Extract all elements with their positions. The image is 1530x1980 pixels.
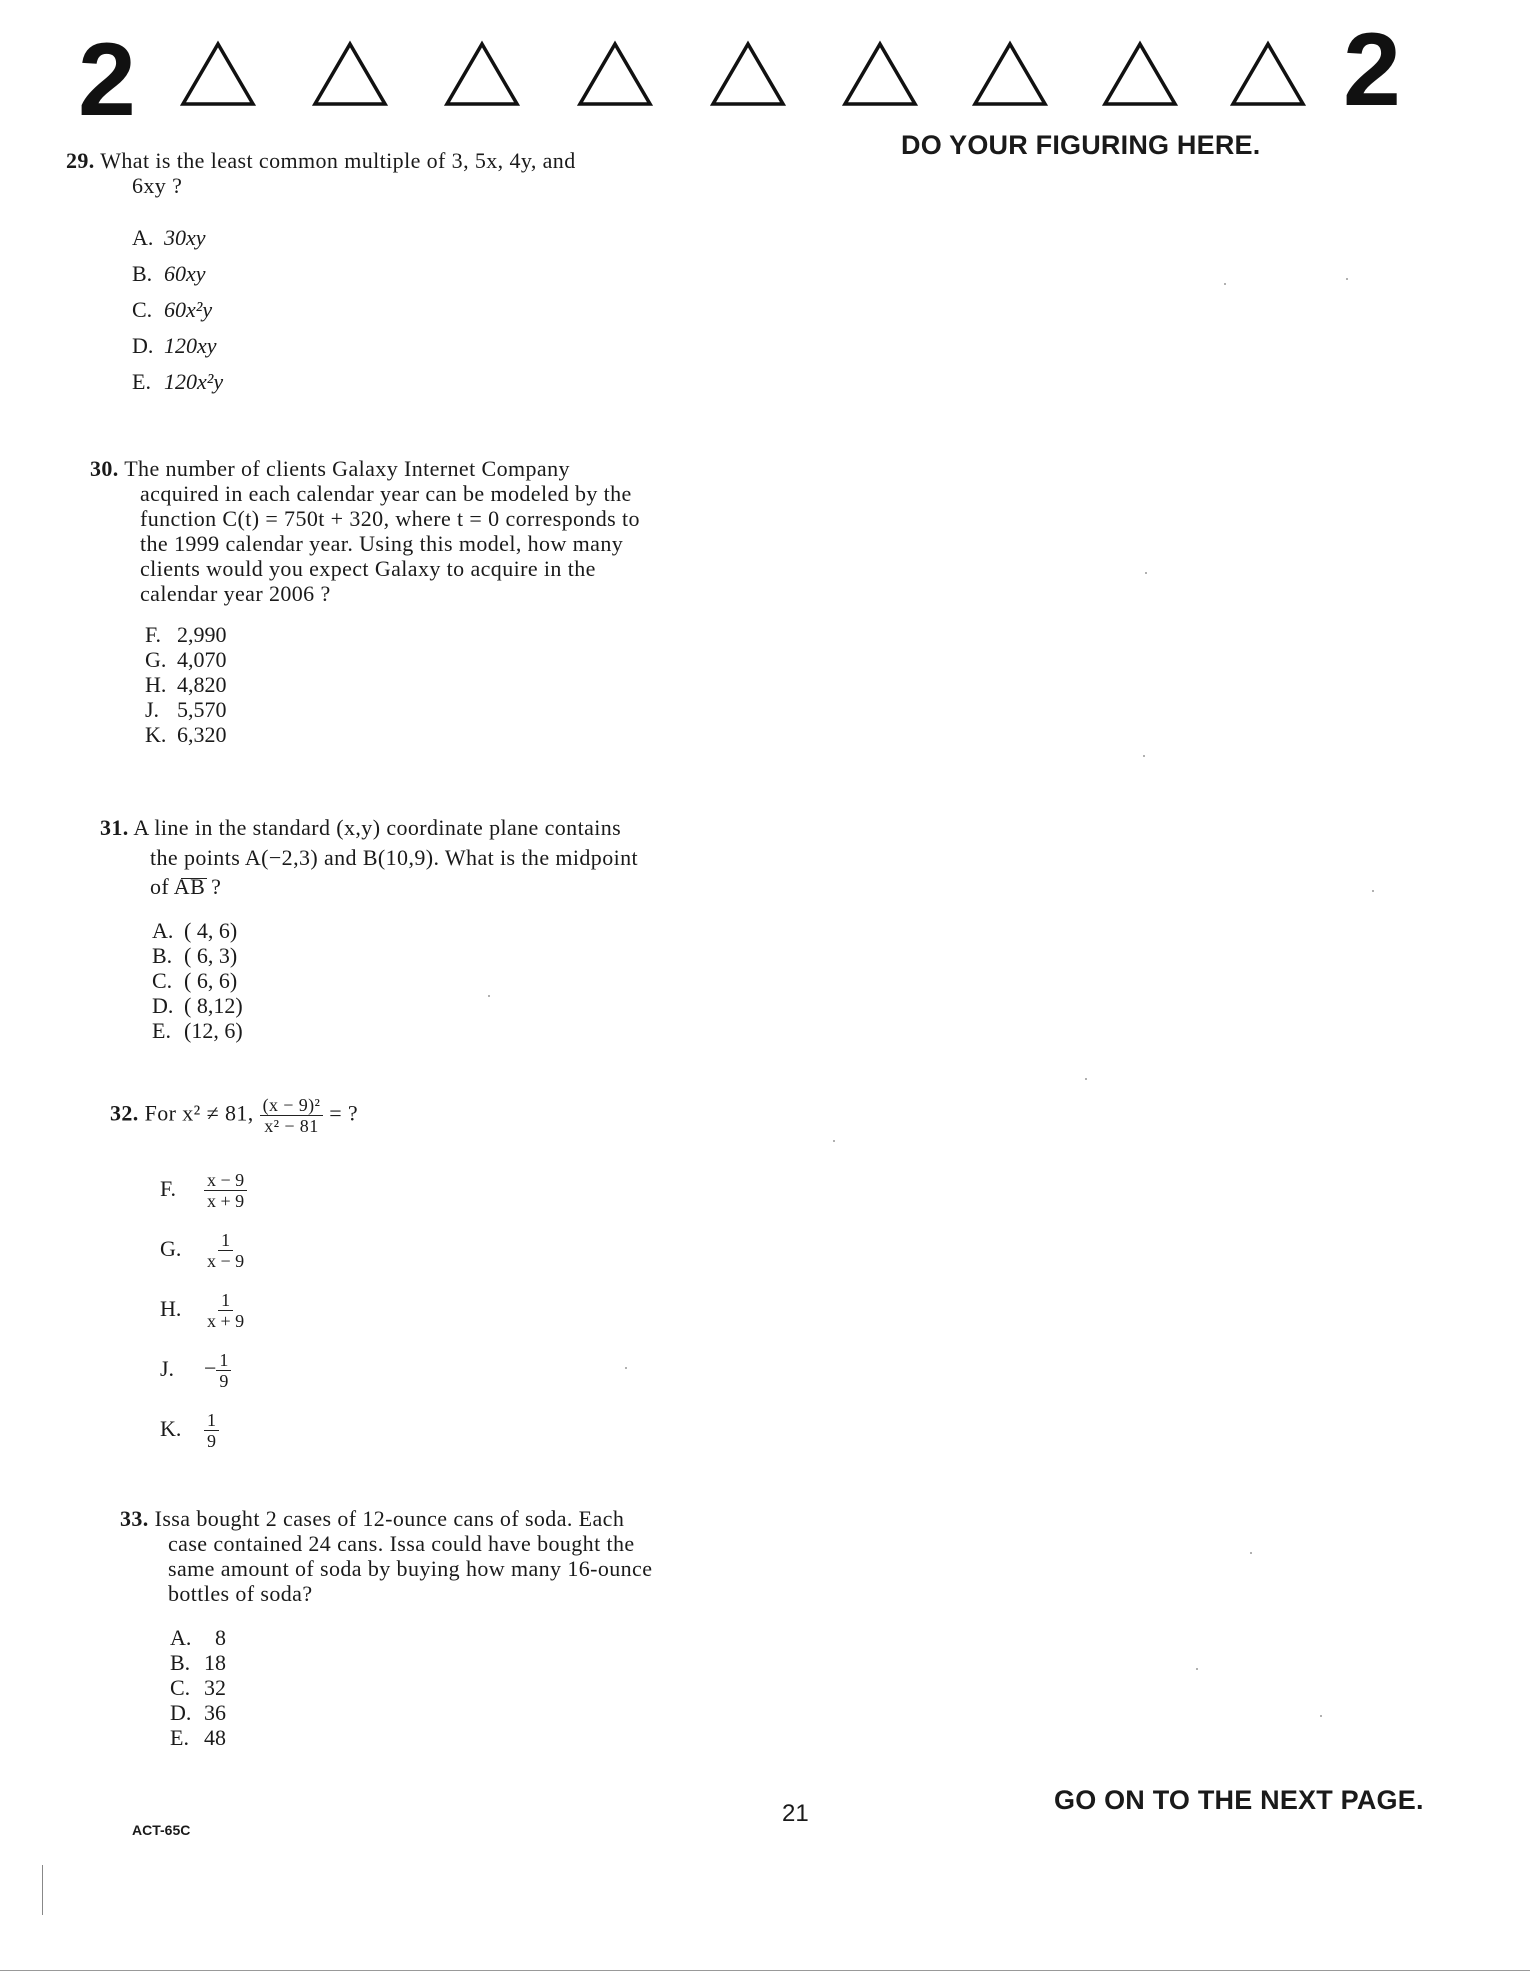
scan-speck (1372, 890, 1374, 892)
triangle-icon (710, 40, 786, 108)
question-number: 32. (110, 1100, 139, 1126)
triangle-icon (1102, 40, 1178, 108)
scan-speck (1085, 1078, 1087, 1080)
question-text: 6xy ? (132, 173, 183, 198)
question-32 (110, 1095, 710, 1136)
scan-speck (1250, 1552, 1252, 1554)
question-number: 30. (90, 456, 119, 481)
answer-option[interactable]: B. ( 6, 3) (152, 943, 238, 968)
question-number: 31. (100, 815, 129, 840)
answer-option[interactable]: F. $\frac{x - 9}{x + 9}$ (160, 1170, 247, 1230)
answer-option[interactable]: G. $\frac{1}{x - 9}$ (160, 1230, 245, 1271)
scan-speck (1143, 755, 1145, 757)
question-text: acquired in each calendar year can be modeled by the (140, 481, 632, 506)
section-number-left: 2 (78, 22, 136, 138)
question-text: the 1999 calendar year. Using this model, how many (140, 531, 624, 556)
scan-edge (0, 1970, 1530, 1971)
answer-option[interactable]: D. ( 8,12) (152, 993, 243, 1018)
answer-options-33 (170, 1625, 226, 1750)
question-31 (100, 815, 760, 899)
question-text: of AB ? (150, 874, 222, 899)
answer-option[interactable]: D. 120xy (132, 333, 217, 358)
stem-fraction: $\frac{\text{(x − 9)²}}{\text{x² − 81}}$ (260, 1095, 324, 1136)
answer-option[interactable]: C. ( 6, 6) (152, 968, 238, 993)
question-29 (66, 148, 746, 198)
answer-option[interactable]: A. 30xy (132, 225, 206, 250)
triangle-row (180, 40, 1320, 110)
answer-option[interactable]: K. 6,320 (145, 722, 227, 747)
scan-speck (1145, 572, 1147, 574)
answer-option[interactable]: F. 2,990 (145, 622, 227, 647)
triangle-icon (444, 40, 520, 108)
scan-speck (1196, 1668, 1198, 1670)
form-code: ACT-65C (132, 1822, 191, 1838)
answer-options-30 (145, 622, 227, 747)
question-text: What is the least common multiple of 3, 5x, 4y, and (100, 148, 576, 173)
scan-speck (1320, 1715, 1322, 1717)
answer-option[interactable]: E. 120x²y (132, 369, 224, 394)
question-text: case contained 24 cans. Issa could have bought the (168, 1531, 635, 1556)
triangle-icon (312, 40, 388, 108)
triangle-icon (972, 40, 1048, 108)
answer-option[interactable]: D. 36 (170, 1700, 226, 1725)
segment-overline (181, 878, 207, 879)
section-number-right: 2 (1343, 12, 1401, 128)
question-text: clients would you expect Galaxy to acquire in the (140, 556, 596, 581)
question-number: 29. (66, 148, 95, 173)
question-text: For x² ≠ 81, (144, 1100, 254, 1126)
answer-option[interactable]: E. (12, 6) (152, 1018, 243, 1043)
question-text: bottles of soda? (168, 1581, 313, 1606)
answer-option[interactable]: B. 60xy (132, 261, 206, 286)
answer-option[interactable]: A. 8 (170, 1625, 226, 1650)
answer-options-32 (160, 1170, 247, 1470)
question-text: A line in the standard (x,y) coordinate plane contains (133, 815, 622, 840)
answer-option[interactable]: C. 32 (170, 1675, 226, 1700)
answer-option[interactable]: H. 4,820 (145, 672, 227, 697)
question-text: function C(t) = 750t + 320, where t = 0 corresponds to (140, 506, 640, 531)
answer-option[interactable]: J. 5,570 (145, 697, 227, 722)
figuring-header: DO YOUR FIGURING HERE. (901, 130, 1261, 160)
question-30 (90, 456, 750, 606)
answer-option[interactable]: K. $\frac{1}{9}$ (160, 1410, 247, 1470)
answer-options-31 (152, 918, 243, 1043)
question-text: calendar year 2006 ? (140, 581, 331, 606)
answer-option[interactable]: E. 48 (170, 1725, 226, 1750)
answer-option[interactable]: J. − $\frac{1}{9}$ (160, 1350, 247, 1410)
answer-option[interactable]: C. 60x²y (132, 297, 213, 322)
scan-speck (625, 1367, 627, 1369)
triangle-icon (842, 40, 918, 108)
scan-speck (488, 995, 490, 997)
question-text: Issa bought 2 cases of 12-ounce cans of soda. Each (154, 1506, 625, 1531)
next-page-notice: GO ON TO THE NEXT PAGE. (1054, 1785, 1424, 1815)
scan-speck (833, 1140, 835, 1142)
answer-options-29 (132, 225, 223, 405)
answer-option[interactable]: A. ( 4, 6) (152, 918, 238, 943)
page-number: 21 (782, 1800, 809, 1827)
triangle-icon (180, 40, 256, 108)
question-33 (120, 1506, 780, 1606)
answer-option[interactable]: G. 4,070 (145, 647, 227, 672)
question-text: The number of clients Galaxy Internet Company (124, 456, 570, 481)
question-text: = ? (329, 1100, 359, 1126)
answer-option[interactable]: H. $\frac{1}{x + 9}$ (160, 1290, 245, 1331)
margin-mark (42, 1865, 43, 1915)
triangle-icon (1230, 40, 1306, 108)
question-text: the points A(−2,3) and B(10,9). What is the midpoint (150, 845, 639, 870)
question-number: 33. (120, 1506, 149, 1531)
scan-speck (1346, 278, 1348, 280)
question-text: same amount of soda by buying how many 16-ounce (168, 1556, 653, 1581)
answer-option[interactable]: B. 18 (170, 1650, 226, 1675)
scan-speck (1224, 283, 1226, 285)
triangle-icon (577, 40, 653, 108)
